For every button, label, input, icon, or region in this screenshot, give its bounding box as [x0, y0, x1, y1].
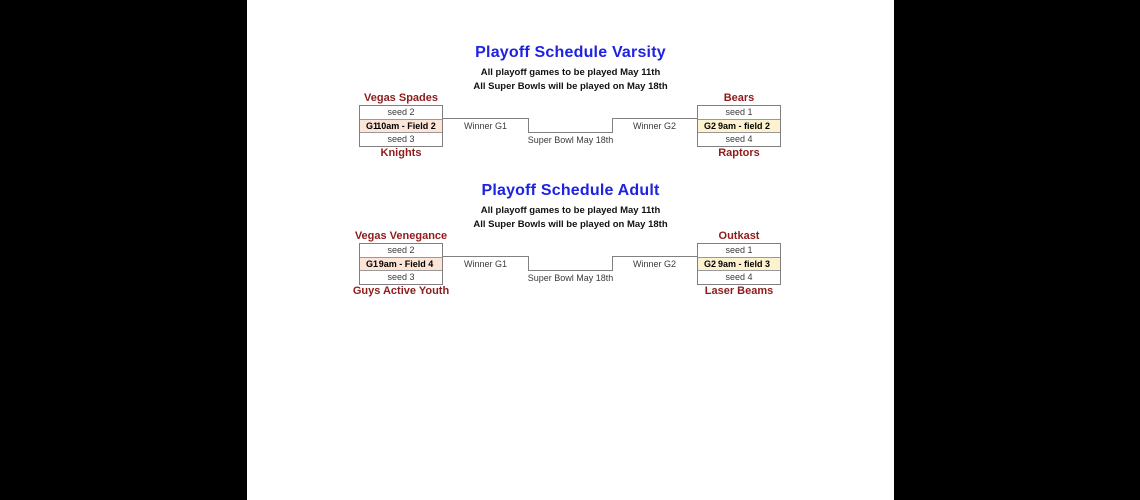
- game-info: 9am - field 3: [717, 258, 771, 269]
- matchup-box-left: [359, 243, 443, 285]
- game-code: G1: [366, 120, 379, 131]
- seed-cell: seed 3: [360, 270, 442, 284]
- team-name-top-left: Vegas Spades: [364, 92, 438, 104]
- team-name-bottom-right: Raptors: [718, 147, 760, 159]
- team-name-top-left: Vegas Venegance: [354, 230, 448, 242]
- game-cell-g1: [360, 257, 442, 271]
- schedule-canvas: [247, 0, 894, 500]
- game-cell-g2: [698, 257, 780, 271]
- winner-g2-label: Winner G2: [632, 121, 676, 131]
- bracket-line-winner-left: [443, 118, 528, 119]
- subtitle-superbowl-date: All Super Bowls will be played on May 18th: [473, 219, 668, 230]
- subtitle-playoff-date: All playoff games to be played May 11th: [480, 205, 661, 216]
- seed-cell: seed 1: [725, 106, 753, 117]
- team-name-bottom-left: Guys Active Youth: [352, 285, 450, 297]
- team-name-top-right: Bears: [723, 92, 755, 104]
- bracket-line-winner-left: [443, 256, 528, 257]
- game-code: G1: [366, 258, 379, 269]
- game-cell-g1: [360, 119, 442, 133]
- bracket-line-winner-right: [612, 256, 697, 257]
- seed-cell: seed 1: [725, 244, 753, 255]
- team-name-bottom-left: Knights: [380, 147, 422, 159]
- matchup-box-left: [359, 105, 443, 147]
- bracket-line-superbowl: [528, 132, 613, 133]
- game-info: 9am - field 2: [717, 120, 771, 131]
- bracket-line-drop-left: [528, 256, 529, 271]
- matchup-box-right: [697, 105, 781, 147]
- team-name-top-right: Outkast: [718, 230, 760, 242]
- section-varsity: [247, 44, 894, 164]
- winner-g1-label: Winner G1: [463, 121, 507, 131]
- seed-cell: seed 3: [360, 132, 442, 146]
- game-code: G2: [704, 120, 717, 131]
- matchup-box-right: [697, 243, 781, 285]
- seed-cell: seed 4: [698, 270, 780, 284]
- subtitle-playoff-date: All playoff games to be played May 11th: [480, 67, 661, 78]
- superbowl-label: Super Bowl May 18th: [527, 135, 614, 145]
- winner-g2-label: Winner G2: [632, 259, 676, 269]
- winner-g1-label: Winner G1: [463, 259, 507, 269]
- section-title: Playoff Schedule Adult: [481, 182, 660, 199]
- bracket-line-winner-right: [612, 118, 697, 119]
- game-info: 9am - Field 4: [378, 258, 434, 269]
- bracket-line-superbowl: [528, 270, 613, 271]
- superbowl-label: Super Bowl May 18th: [527, 273, 614, 283]
- team-name-bottom-right: Laser Beams: [704, 285, 774, 297]
- game-info: 10am - Field 2: [376, 120, 436, 131]
- seed-cell: seed 2: [387, 244, 415, 255]
- game-code: G2: [704, 258, 717, 269]
- section-title: Playoff Schedule Varsity: [475, 44, 666, 61]
- subtitle-superbowl-date: All Super Bowls will be played on May 18th: [473, 81, 668, 92]
- seed-cell: seed 4: [698, 132, 780, 146]
- bracket-line-drop-left: [528, 118, 529, 133]
- seed-cell: seed 2: [387, 106, 415, 117]
- section-adult: [247, 182, 894, 302]
- game-cell-g2: [698, 119, 780, 133]
